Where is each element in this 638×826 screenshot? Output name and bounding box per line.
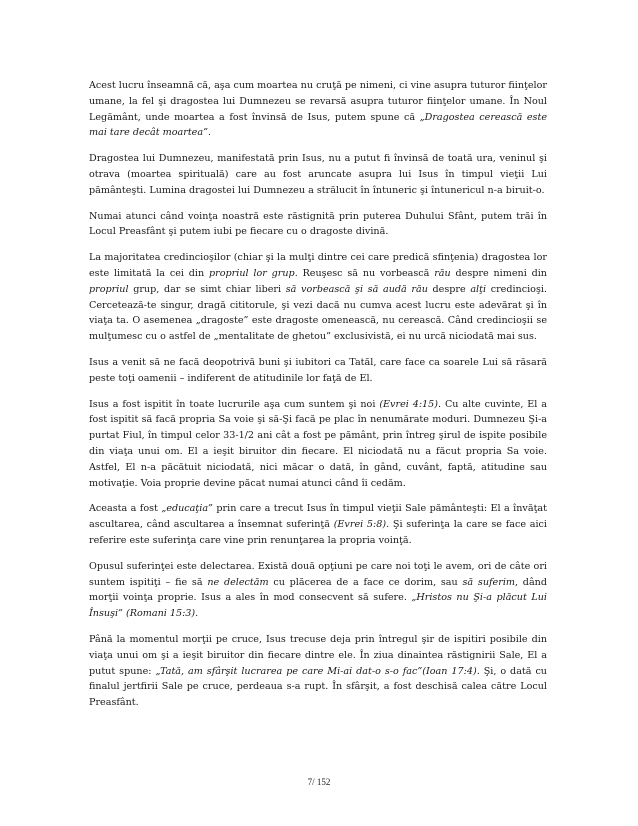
body-text	[89, 78, 547, 711]
paragraph	[89, 501, 547, 548]
text-run: . Şi, o dată cu finalul jertfirii Sale pe cruce, perdeaua s-a rupt. În sfârşit, a fost deschisă calea către Locul Preasfânt.	[89, 665, 547, 709]
paragraph	[89, 632, 547, 711]
text-run: grup, dar se simt chiar liberi	[128, 283, 286, 295]
paragraph	[89, 78, 547, 141]
text-run: .	[195, 608, 199, 620]
italic-text: „Hristos nu Şi-a plăcut Lui Însuşi” (Romani 15:3)	[89, 592, 547, 620]
italic-text: (Evrei 5:8)	[333, 519, 387, 531]
text-run: . Reuşesc să nu vorbească	[294, 267, 435, 279]
text-run: . Cu alte cuvinte, El a fost ispitit să facă propria Sa voie şi să-Şi facă pe plac în nenumărate moduri. Dumnezeu Şi-a purtat Fiul, în timpul celor 33-1/2 ani cât a fost pe pământ, prin întreg şirul de ispite posibile din viaţa unui om. El a ieşit biruitor din fiecare. El niciodată nu a făcut propria Sa voie. Astfel, El n-a păcătuit niciodată, nici măcar o dată, în gând, cuvânt, faptă, atitudine sau motivaţie. Voia proprie devine păcat numai atunci când îi cedăm.	[89, 398, 547, 489]
text-run: prin care a trecut Isus în timpul vieţii Sale pământeşti: El a învăţat ascultarea, când ascultarea a însemnat suferinţă	[89, 503, 547, 531]
paragraph	[89, 397, 547, 492]
italic-text: „educaţia”	[161, 503, 213, 515]
italic-text: „Dragostea cerească este mai tare decât moartea”	[89, 111, 547, 139]
text-run: Dragostea lui Dumnezeu, manifestată prin Isus, nu a putut fi învinsă de toată ura, veninul şi otrava (moartea spirituală) care au fost aruncate asupra lui Isus în timpul vieţii Lui pământeşti. Lumina dragostei lui Dumnezeu a strălucit în întuneric şi întunericul n-a biruit-o.	[89, 153, 547, 196]
text-run: Aceasta a fost	[89, 503, 162, 515]
italic-text: să vorbească şi să audă rău	[285, 283, 428, 295]
paragraph	[89, 355, 547, 387]
text-run: Opusul suferinţei este delectarea. Există două opţiuni pe care noi toţi le avem, ori de câte ori suntem ispitiţi – fie să	[89, 560, 547, 588]
text-run: La majoritatea credincioşilor (chiar şi la mulţi dintre cei care predică sfinţenia) dragostea lor este limitată la cei din	[89, 252, 547, 279]
italic-text: să suferim	[462, 576, 515, 588]
text-run: despre nimeni din	[450, 267, 547, 279]
italic-text: „Tată, am sfârşit lucrarea pe care Mi-ai dat-o s-o fac”(Ioan 17:4)	[155, 665, 477, 677]
italic-text: propriul	[89, 283, 129, 295]
text-run: . Şi suferinţa la care se face aici referire este suferinţa care vine prin renunţarea la propria voinţă.	[89, 519, 547, 546]
italic-text: rău	[434, 267, 451, 279]
italic-text: ne delectăm	[207, 576, 269, 588]
paragraph	[89, 151, 547, 198]
text-run: Acest lucru înseamnă că, aşa cum moartea nu cruţă pe nimeni, ci vine asupra tuturor fiinţelor umane, la fel şi dragostea lui Dumnezeu se revarsă asupra tuturor fiinţelor umane. În Noul Legământ, unde moartea a fost învinsă de Isus, putem spune că	[89, 80, 547, 123]
paragraph	[89, 250, 547, 345]
text-run: , dând morţii voinţa proprie. Isus a ales în mod consecvent să sufere.	[89, 576, 547, 604]
text-run: Până la momentul morţii pe cruce, Isus trecuse deja prin întregul şir de ispitiri posibile din viaţa unui om şi a ieşit biruitor din fiecare dintre ele. În ziua dinaintea răstignirii Sale, El a putut spune:	[89, 633, 547, 677]
text-run: despre	[427, 283, 471, 295]
paragraph	[89, 209, 547, 241]
text-run: Isus a venit să ne facă deopotrivă buni şi iubitori ca Tatăl, care face ca soarele Lui să răsară peste toţi oamenii – indiferent de atitudinile lor faţă de El.	[89, 356, 547, 384]
text-run: cu plăcerea de a face ce dorim, sau	[268, 576, 463, 588]
italic-text: (Evrei 4:15)	[379, 398, 438, 410]
italic-text: alţi	[470, 283, 487, 295]
text-run: Numai atunci când voinţa noastră este răstignită prin puterea Duhului Sfânt, putem trăi în Locul Preasfânt şi putem iubi pe fiecare cu o dragoste divină.	[89, 210, 547, 238]
italic-text: propriul lor grup	[209, 267, 295, 279]
text-run: credincioşi. Cercetează-te singur, dragă cititorule, şi vezi dacă nu cumva acest lucru este adevărat şi în viaţa ta. O asemenea „dragoste” este dragoste omenească, nu cerească. Când credincioşii se mulţumesc cu o astfel de „mentalitate de ghetou” exclusivistă, ei nu urcă niciodată mai sus.	[89, 283, 547, 343]
text-run: .	[207, 127, 212, 139]
paragraph	[89, 559, 547, 622]
text-run: Isus a fost ispitit în toate lucrurile aşa cum suntem şi noi	[89, 398, 380, 410]
page-number: 7/ 152	[307, 777, 331, 787]
